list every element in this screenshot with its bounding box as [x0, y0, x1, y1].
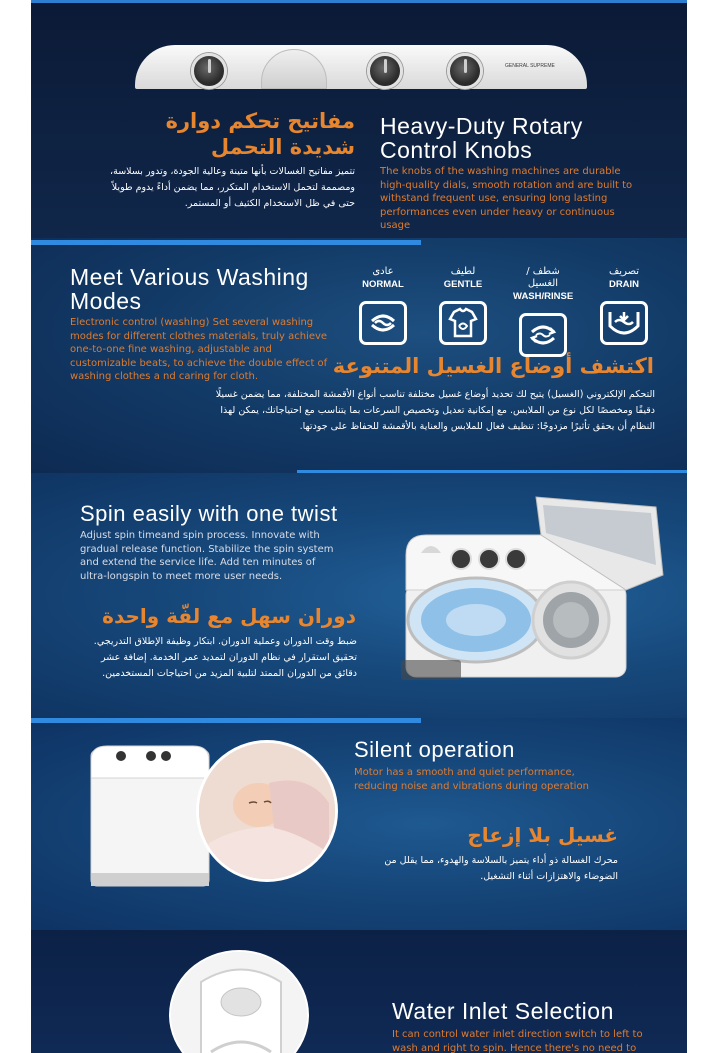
silent-body-ar: محرك الغسالة ذو أداء يتميز بالسلاسة والهدوء، مما يقلل من الضوضاء والاهتزازات أثناء التشغيل.: [384, 855, 618, 882]
modes-title-en: Meet Various Washing Modes: [70, 264, 309, 314]
brand-logo: GENERAL SUPREME: [505, 63, 555, 69]
spin-title-ar: دوران سهل مع لفّة واحدة: [102, 604, 356, 628]
modes-body-ar: التحكم الإلكتروني (الغسيل) يتيح لك تحديد أوضاع غسيل مختلفة تناسب أنواع الأقمشة المختلفة، مما يضمن غسيلًا دقيقًا ومخصصًا لكل نوع من الملابس. مع إمكانية تعديل وتخصيص السرعات بما يتناسب مع احتياجاتك، يمكن لهذا النظام أن يحقق تأثيرًا مزدوجًا: تنظيف فعال للملابس والعناية بالأقمشة للحفاظ على جودتها.: [215, 389, 655, 432]
modes-title-ar: اكتشف أوضاع الغسيل المتنوعة: [332, 354, 654, 378]
detergent-cup-icon: [261, 49, 327, 89]
rotary-knob-icon: [367, 53, 403, 89]
top-divider: [31, 0, 687, 3]
mode-gentle: لطيف GENTLE: [433, 266, 493, 345]
knobs-title-ar: مفاتيح تحكم دوارة شديدة التحمل: [165, 109, 355, 159]
product-page: [31, 0, 687, 1053]
washing-machine-image: [89, 738, 211, 888]
knobs-body-en: The knobs of the washing machines are durable high-quality dials, smooth rotation and are built to withstand frequent use, ensuring long lasting performances even under heavy or continuous usage: [380, 166, 633, 231]
section-divider: [31, 718, 421, 723]
modes-section: [31, 238, 687, 473]
gentle-icon: [439, 301, 487, 345]
rotary-knob-icon: [191, 53, 227, 89]
mode-normal: عادى NORMAL: [353, 266, 413, 345]
mode-drain: تصريف DRAIN: [594, 266, 654, 345]
silent-title-ar: غسيل بلا إزعاج: [467, 823, 618, 847]
control-panel-image: [135, 45, 587, 89]
washing-machine-open-image: [401, 495, 667, 683]
knobs-section: [31, 0, 687, 238]
spin-title-en: Spin easily with one twist: [80, 501, 338, 526]
wash-rinse-icon: [519, 313, 567, 357]
section-divider: [31, 240, 421, 245]
knobs-body-ar: تتميز مفاتيح الغسالات بأنها متينة وعالية الجودة، وتدور بسلاسة، ومصممة لتحمل الاستخدام المتكرر، مما يضمن أداءً يدوم طويلاً حتى في ظل الاستخدام الكثيف أو المستمر.: [110, 166, 355, 209]
water-inlet-image: [169, 950, 309, 1053]
mode-wash-rinse: شطف / الغسيل WASH/RINSE: [513, 266, 573, 357]
rotary-knob-icon: [447, 53, 483, 89]
spin-body-en: Adjust spin timeand spin process. Innovate with gradual release function. Stabilize the spin system and extend the service life. Add ten minutes of ultra-longspin to meet more user needs.: [80, 530, 334, 582]
silent-section: [31, 718, 687, 930]
spin-body-ar: ضبط وقت الدوران وعملية الدوران. ابتكار وظيفة الإطلاق التدريجي. تحقيق استقرار في نظام الدوران لتمديد عمر الخدمة. إضافة عشر دقائق من الدوران الممتد لتلبية المزيد من احتياجات المستخدمين.: [93, 636, 357, 679]
inlet-title-en: Water Inlet Selection: [392, 998, 614, 1024]
inlet-section: [31, 930, 687, 1053]
spin-section: [31, 473, 687, 718]
silent-title-en: Silent operation: [354, 737, 515, 762]
drain-icon: [600, 301, 648, 345]
sleeping-baby-image: [196, 740, 338, 882]
modes-body-en: Electronic control (washing) Set several washing modes for different clothes materials, truly achieve one-to-one fine washing, adjustable and customizable beats, to achieve the double effect of washing clothes a nd caring for cloth.: [70, 317, 328, 382]
inlet-body-en: It can control water inlet direction switch to left to wash and right to spin. Hence there's no need to: [392, 1029, 643, 1053]
silent-body-en: Motor has a smooth and quiet performance, reducing noise and vibrations during operation: [354, 767, 589, 792]
knobs-title-en: Heavy-Duty Rotary Control Knobs: [380, 113, 583, 163]
normal-icon: [359, 301, 407, 345]
